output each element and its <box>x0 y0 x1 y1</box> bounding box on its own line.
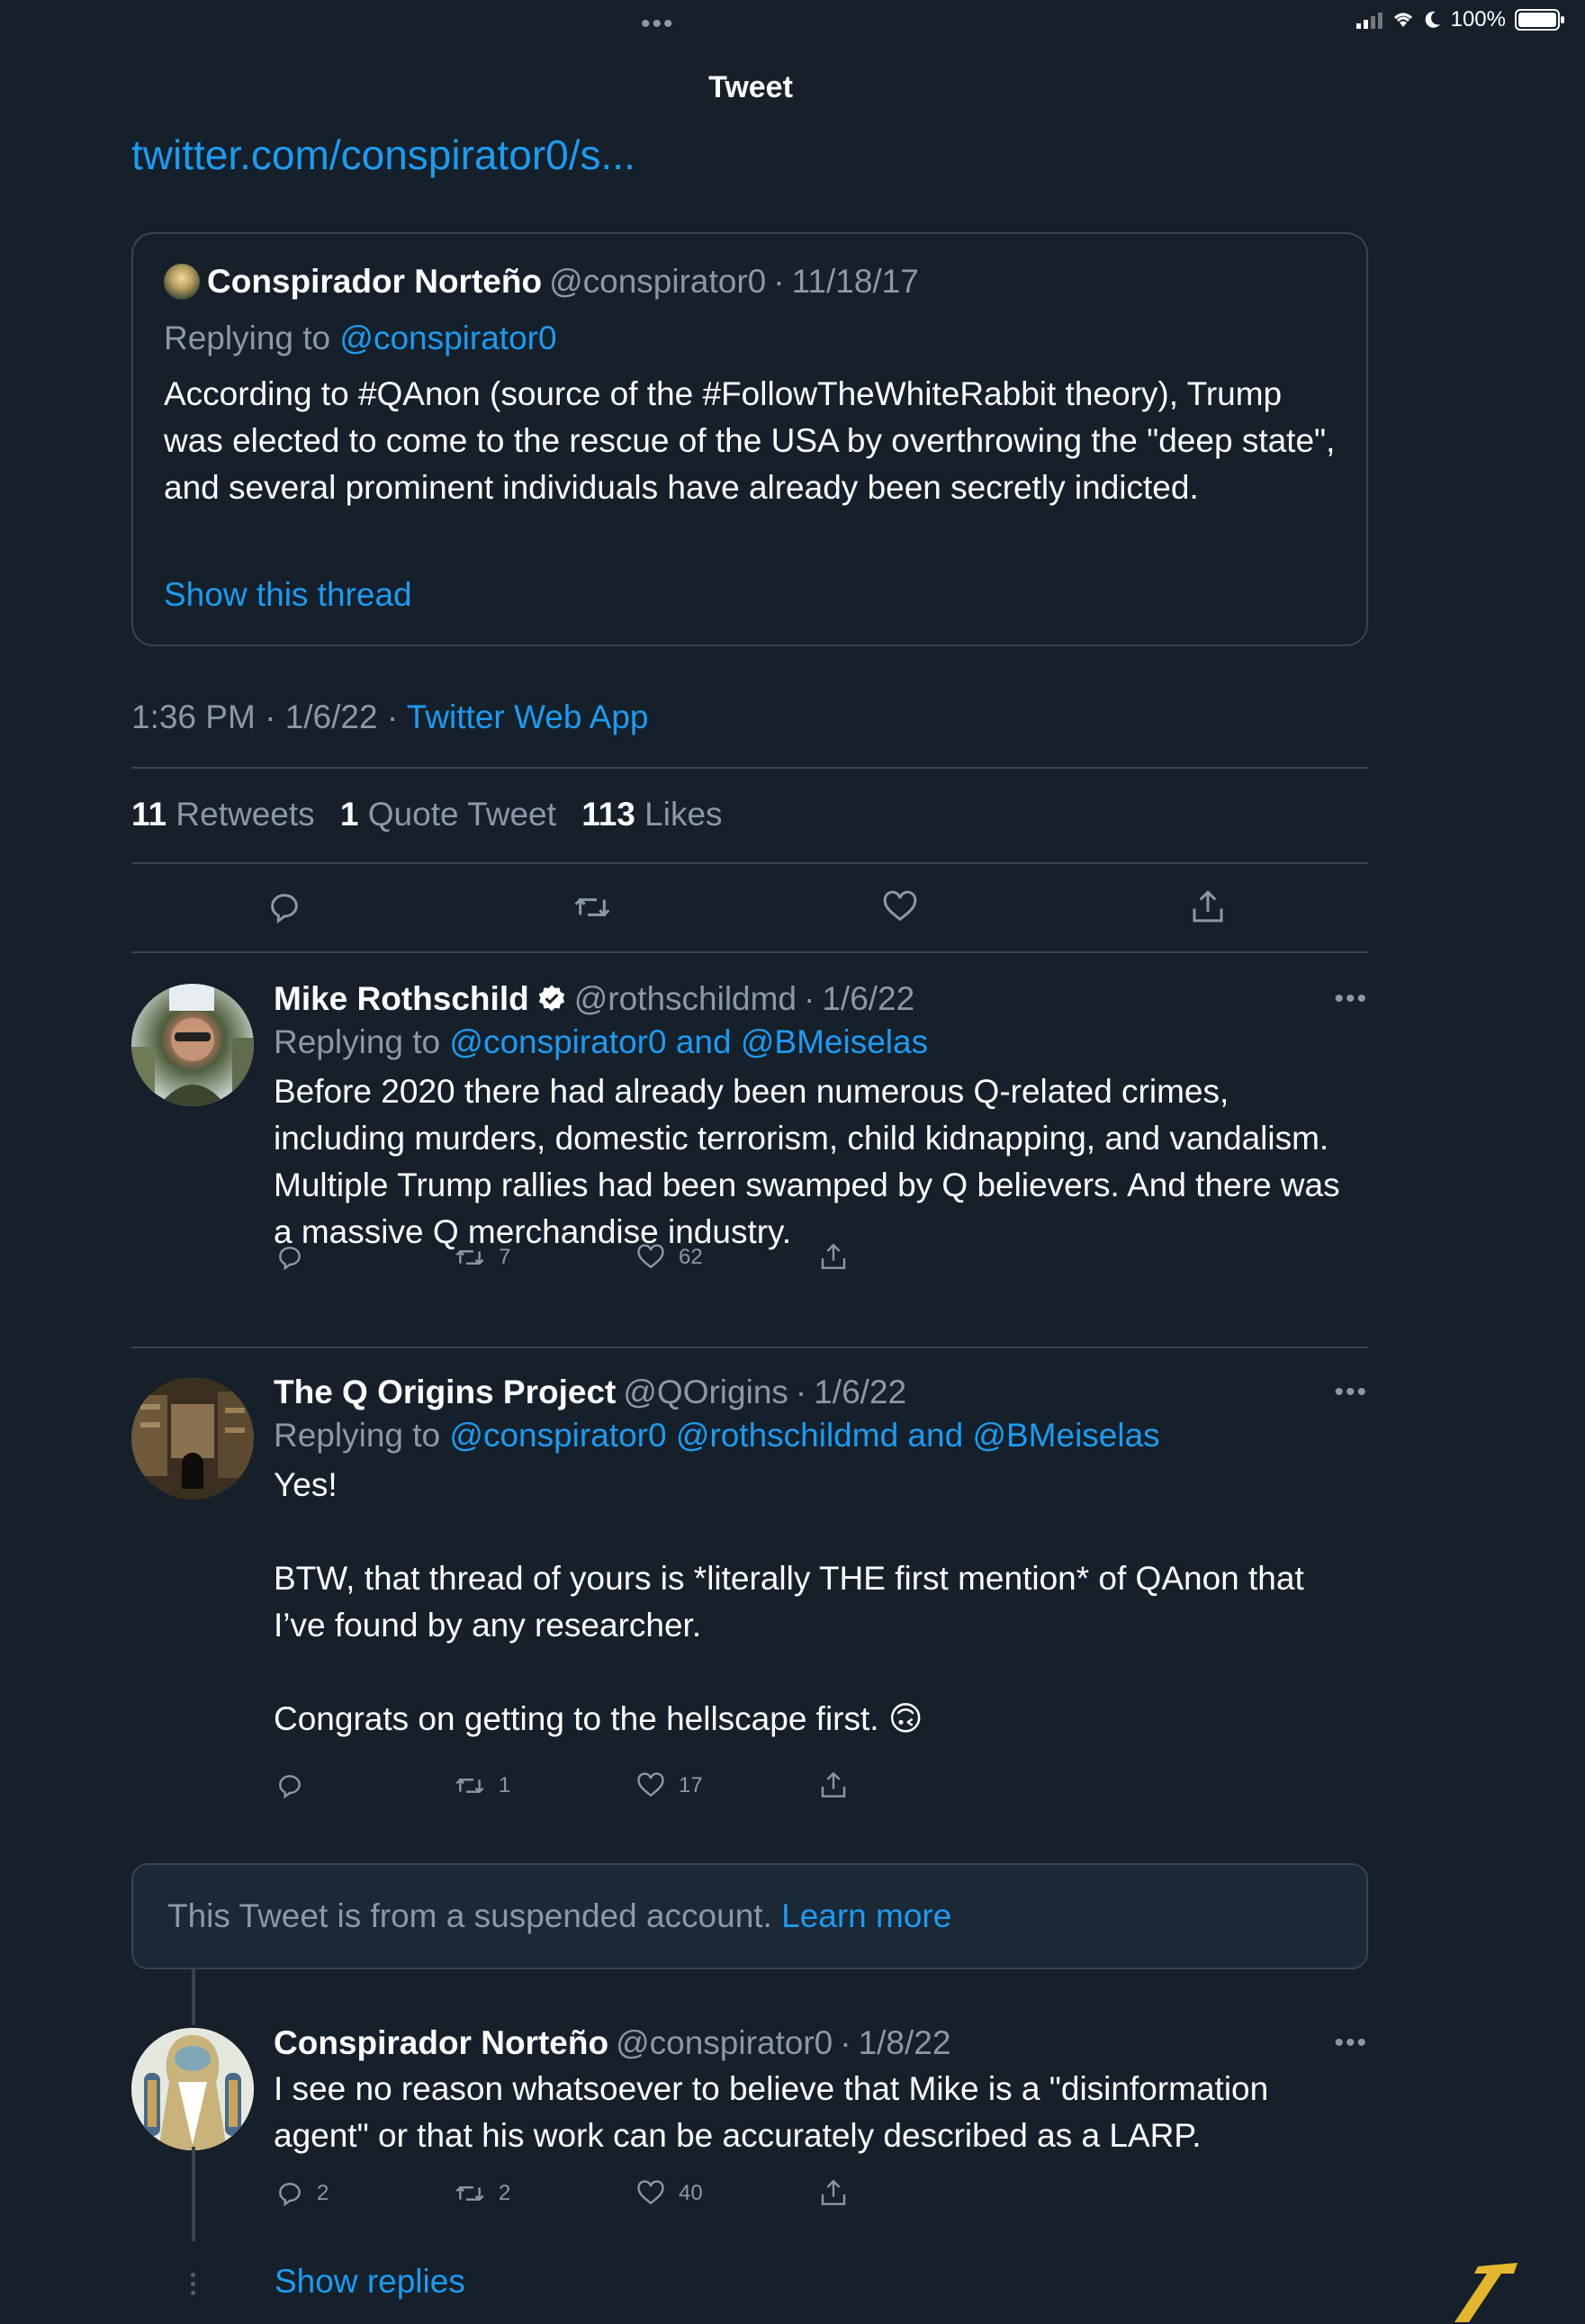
author-handle: @conspirator0 <box>616 2024 833 2061</box>
corner-decoration-icon <box>1451 2261 1523 2324</box>
like-icon <box>882 889 918 925</box>
reply-text: Before 2020 there had already been numerous Q-related crimes, including murders, domestic terrorism, child kidnapping, and vandalism. Multiple Trump rallies had been swamped by Q believers. And there was a massive Q merchandise industry. <box>274 1073 1340 1250</box>
like-button[interactable] <box>635 2179 703 2208</box>
reply-text-line: BTW, that thread of yours is *literally THE first mention* of QAnon that I’ve found by any researcher. <box>274 1560 1304 1644</box>
battery-percent: 100% <box>1450 7 1506 32</box>
share-button[interactable] <box>819 1770 848 1800</box>
replying-to-handles[interactable]: @conspirator0 and @BMeiselas <box>449 1023 929 1060</box>
divider <box>131 767 1368 769</box>
quoted-tweet-date: 11/18/17 <box>791 263 919 300</box>
author-name[interactable]: Mike Rothschild <box>274 980 529 1017</box>
retweet-button[interactable] <box>454 1771 510 1800</box>
thread-connector-line <box>192 2147 195 2241</box>
quoted-tweet-header <box>164 263 919 301</box>
quoted-tweet-text: According to #QAnon (source of the #FollowTheWhiteRabbit theory), Trump was elected to come to the rescue of the USA by overthrowing the "deep state", and several prominent individuals have already been secretly indicted. <box>164 375 1336 506</box>
thread-connector-line <box>192 1969 195 2025</box>
replying-to-handle[interactable]: @conspirator0 <box>339 320 557 356</box>
reply-date: 1/6/22 <box>822 980 915 1017</box>
like-button[interactable] <box>635 1771 703 1800</box>
divider <box>131 1347 1368 1348</box>
quoted-replying-to <box>164 320 557 357</box>
like-count: 17 <box>679 1773 703 1797</box>
reply-tweet[interactable] <box>131 977 1368 1337</box>
quoted-tweet-card[interactable] <box>131 232 1368 646</box>
status-indicators <box>1356 7 1560 32</box>
tweet-time: 1:36 PM <box>131 698 256 735</box>
reply-icon <box>266 889 302 925</box>
replying-to-handles[interactable]: @conspirator0 @rothschildmd and @BMeiselas <box>449 1417 1160 1454</box>
share-button[interactable] <box>819 2177 848 2208</box>
reply-date: 1/6/22 <box>814 1374 907 1410</box>
reply-button[interactable] <box>275 1771 317 1800</box>
reply-header: Mike Rothschild @rothschildmd · 1/6/22 <box>274 980 915 1017</box>
author-handle: @rothschildmd <box>573 980 797 1017</box>
retweet-button[interactable] <box>572 889 612 925</box>
likes-stat[interactable]: 113 Likes <box>581 796 723 833</box>
window-handle-dots-icon[interactable]: ••• <box>641 9 675 39</box>
verified-icon <box>536 984 567 1014</box>
replying-to-label: Replying to <box>164 320 331 356</box>
like-icon <box>635 1771 666 1800</box>
retweets-stat[interactable]: 11 Retweets <box>131 796 315 833</box>
tweet-link[interactable]: twitter.com/conspirator0/s... <box>131 131 635 178</box>
main-tweet-action-bar <box>131 882 1368 936</box>
retweet-button[interactable] <box>454 2179 510 2208</box>
reply-button[interactable] <box>275 1243 317 1272</box>
share-icon <box>819 1770 848 1800</box>
author-name[interactable]: Conspirador Norteño <box>274 2024 609 2061</box>
reply-button[interactable] <box>275 2179 329 2208</box>
avatar[interactable] <box>131 1377 254 1500</box>
like-button[interactable] <box>882 889 918 925</box>
retweet-icon <box>454 2179 486 2208</box>
replying-to: Replying to @conspirator0 and @BMeiselas <box>274 1023 929 1060</box>
share-icon <box>819 1241 848 1272</box>
retweet-icon <box>454 1243 486 1272</box>
reply-button[interactable] <box>266 889 302 925</box>
retweet-icon <box>454 1771 486 1800</box>
battery-icon <box>1515 9 1560 31</box>
like-count: 40 <box>679 2181 703 2205</box>
learn-more-link[interactable]: Learn more <box>781 1897 952 1934</box>
reply-icon <box>275 1771 304 1800</box>
like-button[interactable] <box>635 1243 703 1272</box>
avatar[interactable] <box>131 984 254 1106</box>
tweet-source-link[interactable]: Twitter Web App <box>406 698 649 735</box>
cellular-signal-icon <box>1356 11 1382 29</box>
reply-tweet[interactable] <box>131 2021 1368 2228</box>
suspended-account-notice <box>131 1863 1368 1969</box>
status-bar <box>0 0 1585 45</box>
reply-text <box>274 1462 1363 1743</box>
do-not-disturb-moon-icon <box>1424 10 1442 30</box>
avatar[interactable] <box>131 2028 254 2150</box>
reply-count: 2 <box>317 2181 329 2205</box>
reply-header: The Q Origins Project @QOrigins · 1/6/22 <box>274 1374 907 1410</box>
more-options-icon[interactable]: ••• <box>1334 1377 1368 1407</box>
share-icon <box>1190 887 1226 925</box>
reply-date: 1/8/22 <box>858 2024 951 2061</box>
like-icon <box>635 2179 666 2208</box>
reply-tweet[interactable] <box>131 1370 1368 1820</box>
like-count: 62 <box>679 1245 703 1269</box>
tweet-date: 1/6/22 <box>284 698 378 735</box>
quoted-author-handle: @conspirator0 <box>549 263 767 300</box>
retweet-count: 7 <box>499 1245 511 1269</box>
thread-more-dots-icon <box>189 2273 198 2295</box>
quoted-author-name: Conspirador Norteño <box>207 263 543 300</box>
reply-icon <box>275 1243 304 1272</box>
reply-text: I see no reason whatsoever to believe that Mike is a "disinformation agent" or that his work can be accurately described as a LARP. <box>274 2070 1269 2154</box>
show-replies-link[interactable]: Show replies <box>275 2263 465 2300</box>
divider <box>131 951 1368 953</box>
replying-to: Replying to @conspirator0 @rothschildmd and @BMeiselas <box>274 1417 1160 1454</box>
retweet-button[interactable] <box>454 1243 510 1272</box>
quoted-author-avatar <box>164 264 200 300</box>
retweet-count: 1 <box>499 1773 511 1797</box>
author-handle: @QOrigins <box>623 1374 788 1410</box>
divider <box>131 862 1368 864</box>
share-button[interactable] <box>819 1241 848 1272</box>
tweet-timestamp: 1:36 PM · 1/6/22 · Twitter Web App <box>131 698 649 735</box>
share-button[interactable] <box>1190 887 1226 925</box>
reply-icon <box>275 2179 304 2208</box>
suspended-text: This Tweet is from a suspended account. <box>167 1897 772 1934</box>
author-name[interactable]: The Q Origins Project <box>274 1374 617 1410</box>
more-options-icon[interactable]: ••• <box>1334 984 1368 1013</box>
wifi-icon <box>1391 11 1415 29</box>
retweet-icon <box>572 889 612 925</box>
share-icon <box>819 2177 848 2208</box>
show-this-thread-link[interactable]: Show this thread <box>164 576 412 613</box>
tweet-stats <box>131 796 723 833</box>
retweet-count: 2 <box>499 2181 511 2205</box>
reply-header: Conspirador Norteño @conspirator0 · 1/8/22 <box>274 2024 951 2061</box>
separator-dot: · <box>773 263 785 300</box>
like-icon <box>635 1243 666 1272</box>
more-options-icon[interactable]: ••• <box>1334 2028 1368 2058</box>
page-title: Tweet <box>708 70 793 104</box>
reply-text-line: Yes! <box>274 1466 338 1503</box>
quote-tweets-stat[interactable]: 1 Quote Tweet <box>339 796 556 833</box>
reply-text-line: Congrats on getting to the hellscape first. 🙃 <box>274 1700 923 1737</box>
